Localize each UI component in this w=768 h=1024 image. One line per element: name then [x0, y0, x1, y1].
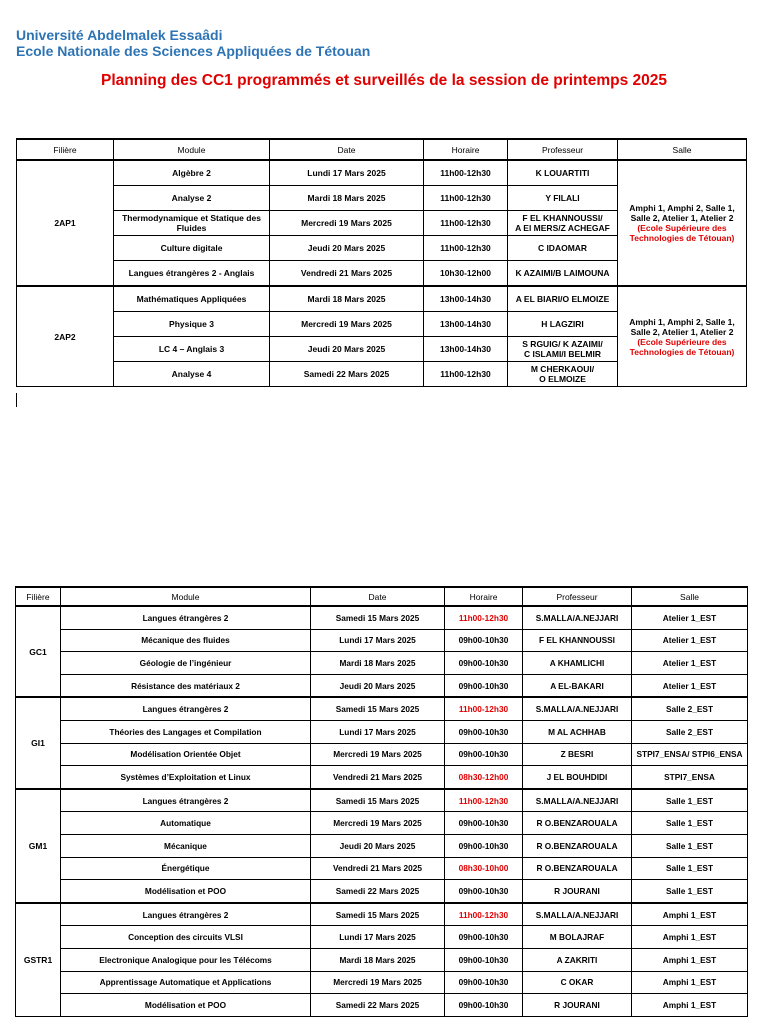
- horaire-cell: 09h00-10h30: [445, 926, 523, 949]
- date-cell: Mercredi 19 Mars 2025: [311, 812, 445, 835]
- professeur-cell: C OKAR: [523, 971, 632, 994]
- professeur-cell: R O.BENZAROUALA: [523, 857, 632, 880]
- professeur-line: C IDAOMAR: [537, 243, 588, 253]
- table-row: [16, 994, 748, 1017]
- horaire-cell: 09h00-10h30: [445, 743, 523, 766]
- table-row: [16, 743, 748, 766]
- module-cell: Théories des Langages et Compilation: [61, 720, 311, 743]
- horaire-cell: 13h00-14h30: [424, 337, 508, 362]
- professeur-cell: [508, 211, 618, 236]
- horaire-cell: 11h00-12h30: [424, 160, 508, 186]
- module-cell: Langues étrangères 2 - Anglais: [114, 261, 270, 287]
- horaire-cell: 09h00-10h30: [445, 834, 523, 857]
- professeur-cell: S.MALLA/A.NEJJARI: [523, 789, 632, 812]
- table-row: [16, 766, 748, 789]
- professeur-line: A EL BIARI/O ELMOIZE: [515, 294, 610, 304]
- professeur-cell: F EL KHANNOUSSI: [523, 629, 632, 652]
- module-cell: Langues étrangères 2: [61, 697, 311, 720]
- professeur-line: F EL KHANNOUSSI/: [522, 213, 603, 223]
- date-cell: Samedi 15 Mars 2025: [311, 606, 445, 629]
- column-header: Filière: [16, 587, 61, 606]
- salle-note-line: (Ecole Supérieure des: [637, 336, 727, 347]
- module-cell: Electronique Analogique pour les Télécoms: [61, 948, 311, 971]
- salle-cell: Salle 1_EST: [632, 834, 748, 857]
- table-row: [16, 606, 748, 629]
- table-row: [16, 812, 748, 835]
- salle-line: Salle 2, Atelier 1, Atelier 2: [630, 326, 734, 337]
- filiere-cell: 2AP2: [17, 286, 114, 387]
- table-row: [16, 652, 748, 675]
- horaire-cell: 11h00-12h30: [424, 362, 508, 387]
- horaire-cell: 09h00-10h30: [445, 720, 523, 743]
- date-cell: Mercredi 19 Mars 2025: [311, 971, 445, 994]
- date-cell: Jeudi 20 Mars 2025: [311, 834, 445, 857]
- date-cell: Lundi 17 Mars 2025: [311, 629, 445, 652]
- date-cell: Samedi 15 Mars 2025: [311, 697, 445, 720]
- date-cell: Samedi 15 Mars 2025: [311, 789, 445, 812]
- professeur-cell: R JOURANI: [523, 880, 632, 903]
- table-row: [17, 160, 747, 186]
- professeur-cell: [508, 312, 618, 337]
- date-cell: Mercredi 19 Mars 2025: [270, 312, 424, 337]
- professeur-cell: [508, 186, 618, 211]
- table-row: [16, 720, 748, 743]
- column-header: Module: [61, 587, 311, 606]
- module-cell: Physique 3: [114, 312, 270, 337]
- professeur-cell: A EL-BAKARI: [523, 674, 632, 697]
- module-cell: Culture digitale: [114, 236, 270, 261]
- salle-note-line: (Ecole Supérieure des: [637, 223, 727, 233]
- professeur-line: S RGUIG/ K AZAIMI/: [522, 339, 603, 349]
- module-cell: Langues étrangères 2: [61, 606, 311, 629]
- professeur-cell: A KHAMLICHI: [523, 652, 632, 675]
- table-row: [17, 286, 747, 312]
- date-cell: Lundi 17 Mars 2025: [311, 926, 445, 949]
- professeur-cell: Z BESRI: [523, 743, 632, 766]
- professeur-cell: S.MALLA/A.NEJJARI: [523, 606, 632, 629]
- institution-header: [16, 27, 370, 59]
- date-cell: Mercredi 19 Mars 2025: [270, 211, 424, 236]
- table-row: [16, 971, 748, 994]
- professeur-cell: S.MALLA/A.NEJJARI: [523, 697, 632, 720]
- filiere-cell: GM1: [16, 789, 61, 903]
- date-cell: Mardi 18 Mars 2025: [311, 652, 445, 675]
- professeur-cell: R O.BENZAROUALA: [523, 834, 632, 857]
- horaire-cell: 09h00-10h30: [445, 812, 523, 835]
- column-header: Salle: [632, 587, 748, 606]
- module-cell: Modélisation Orientée Objet: [61, 743, 311, 766]
- module-cell: Algèbre 2: [114, 160, 270, 186]
- table-row: [16, 903, 748, 926]
- professeur-line: M CHERKAOUI/: [530, 364, 595, 374]
- professeur-cell: [508, 236, 618, 261]
- table-row: [16, 948, 748, 971]
- module-cell: Résistance des matériaux 2: [61, 674, 311, 697]
- school-name: Ecole Nationale des Sciences Appliquées de Tétouan: [16, 43, 371, 59]
- professeur-line: Y FILALI: [545, 193, 580, 203]
- salle-cell: [618, 286, 747, 387]
- salle-cell: Amphi 1_EST: [632, 948, 748, 971]
- date-cell: Lundi 17 Mars 2025: [311, 720, 445, 743]
- table-row: [16, 674, 748, 697]
- module-cell: Géologie de l’ingénieur: [61, 652, 311, 675]
- horaire-cell: 11h00-12h30: [445, 697, 523, 720]
- horaire-cell: 10h30-12h00: [424, 261, 508, 287]
- date-cell: Samedi 22 Mars 2025: [270, 362, 424, 387]
- module-cell: Langues étrangères 2: [61, 789, 311, 812]
- date-cell: Samedi 22 Mars 2025: [311, 994, 445, 1017]
- date-cell: Jeudi 20 Mars 2025: [270, 236, 424, 261]
- module-cell: Automatique: [61, 812, 311, 835]
- module-cell: Analyse 2: [114, 186, 270, 211]
- module-cell: Mathématiques Appliquées: [114, 286, 270, 312]
- professeur-cell: M AL ACHHAB: [523, 720, 632, 743]
- horaire-cell: 08h30-10h00: [445, 857, 523, 880]
- date-cell: Jeudi 20 Mars 2025: [311, 674, 445, 697]
- date-cell: Vendredi 21 Mars 2025: [311, 766, 445, 789]
- module-cell: Mécanique des fluides: [61, 629, 311, 652]
- date-cell: Mardi 18 Mars 2025: [311, 948, 445, 971]
- salle-line: Amphi 1, Amphi 2, Salle 1,: [629, 316, 735, 327]
- column-header: Filière: [17, 139, 114, 160]
- stray-border-line: [16, 393, 17, 407]
- date-cell: Lundi 17 Mars 2025: [270, 160, 424, 186]
- horaire-cell: 09h00-10h30: [445, 948, 523, 971]
- professeur-cell: A ZAKRITI: [523, 948, 632, 971]
- salle-cell: [618, 160, 747, 286]
- horaire-cell: 11h00-12h30: [445, 903, 523, 926]
- table-row: [16, 629, 748, 652]
- professeur-line: K LOUARTITI: [535, 168, 590, 178]
- horaire-cell: 11h00-12h30: [424, 236, 508, 261]
- professeur-cell: S.MALLA/A.NEJJARI: [523, 903, 632, 926]
- module-cell: Modélisation et POO: [61, 994, 311, 1017]
- professeur-cell: [508, 286, 618, 312]
- planning-table-engineering: [15, 586, 748, 1017]
- module-cell: Énergétique: [61, 857, 311, 880]
- salle-cell: Salle 1_EST: [632, 857, 748, 880]
- date-cell: Samedi 22 Mars 2025: [311, 880, 445, 903]
- professeur-cell: R JOURANI: [523, 994, 632, 1017]
- filiere-cell: GSTR1: [16, 903, 61, 1016]
- date-cell: Jeudi 20 Mars 2025: [270, 337, 424, 362]
- planning-table-prepa: [16, 138, 747, 387]
- module-cell: Conception des circuits VLSI: [61, 926, 311, 949]
- column-header: Module: [114, 139, 270, 160]
- horaire-cell: 11h00-12h30: [445, 606, 523, 629]
- horaire-cell: 09h00-10h30: [445, 880, 523, 903]
- salle-cell: STPI7_ENSA/ STPI6_ENSA: [632, 743, 748, 766]
- university-name: Université Abdelmalek Essaâdi: [16, 27, 223, 43]
- horaire-cell: 09h00-10h30: [445, 971, 523, 994]
- salle-cell: Atelier 1_EST: [632, 652, 748, 675]
- salle-cell: Salle 1_EST: [632, 880, 748, 903]
- professeur-cell: [508, 337, 618, 362]
- salle-cell: Amphi 1_EST: [632, 994, 748, 1017]
- professeur-line: H LAGZIRI: [541, 319, 584, 329]
- column-header: Date: [311, 587, 445, 606]
- horaire-cell: 13h00-14h30: [424, 286, 508, 312]
- module-cell: Modélisation et POO: [61, 880, 311, 903]
- table-row: [16, 697, 748, 720]
- column-header: Salle: [618, 139, 747, 160]
- horaire-cell: 13h00-14h30: [424, 312, 508, 337]
- professeur-cell: R O.BENZAROUALA: [523, 812, 632, 835]
- professeur-line: C ISLAMI/I BELMIR: [524, 349, 601, 359]
- horaire-cell: 11h00-12h30: [445, 789, 523, 812]
- column-header: Professeur: [508, 139, 618, 160]
- module-cell: Systèmes d’Exploitation et Linux: [61, 766, 311, 789]
- salle-cell: Atelier 1_EST: [632, 606, 748, 629]
- filiere-cell: GI1: [16, 697, 61, 788]
- module-cell: LC 4 – Anglais 3: [114, 337, 270, 362]
- horaire-cell: 08h30-12h00: [445, 766, 523, 789]
- professeur-line: O ELMOIZE: [539, 374, 586, 384]
- salle-cell: Salle 2_EST: [632, 697, 748, 720]
- date-cell: Mardi 18 Mars 2025: [270, 186, 424, 211]
- salle-note-line: Technologies de Tétouan): [629, 233, 735, 243]
- salle-cell: STPI7_ENSA: [632, 766, 748, 789]
- salle-note-line: Technologies de Tétouan): [629, 346, 735, 357]
- salle-cell: Amphi 1_EST: [632, 971, 748, 994]
- module-cell: Mécanique: [61, 834, 311, 857]
- salle-cell: Atelier 1_EST: [632, 674, 748, 697]
- horaire-cell: 09h00-10h30: [445, 994, 523, 1017]
- professeur-cell: [508, 160, 618, 186]
- table-row: [16, 789, 748, 812]
- professeur-cell: M BOLAJRAF: [523, 926, 632, 949]
- horaire-cell: 11h00-12h30: [424, 186, 508, 211]
- column-header: Professeur: [523, 587, 632, 606]
- salle-line: Salle 2, Atelier 1, Atelier 2: [630, 213, 734, 223]
- filiere-cell: GC1: [16, 606, 61, 697]
- date-cell: Mardi 18 Mars 2025: [270, 286, 424, 312]
- filiere-cell: 2AP1: [17, 160, 114, 286]
- horaire-cell: 11h00-12h30: [424, 211, 508, 236]
- date-cell: Vendredi 21 Mars 2025: [311, 857, 445, 880]
- table-row: [16, 857, 748, 880]
- horaire-cell: 09h00-10h30: [445, 674, 523, 697]
- module-cell: Apprentissage Automatique et Applications: [61, 971, 311, 994]
- salle-cell: Salle 2_EST: [632, 720, 748, 743]
- salle-cell: Salle 1_EST: [632, 789, 748, 812]
- module-cell: Thermodynamique et Statique des Fluides: [114, 211, 270, 236]
- professeur-cell: [508, 362, 618, 387]
- salle-cell: Amphi 1_EST: [632, 926, 748, 949]
- date-cell: Mercredi 19 Mars 2025: [311, 743, 445, 766]
- date-cell: Samedi 15 Mars 2025: [311, 903, 445, 926]
- salle-cell: Salle 1_EST: [632, 812, 748, 835]
- module-cell: Langues étrangères 2: [61, 903, 311, 926]
- salle-cell: Atelier 1_EST: [632, 629, 748, 652]
- table-row: [16, 926, 748, 949]
- horaire-cell: 09h00-10h30: [445, 652, 523, 675]
- professeur-line: A El MERS/Z ACHEGAF: [515, 223, 610, 233]
- professeur-line: K AZAIMI/B LAIMOUNA: [515, 268, 610, 278]
- table-row: [16, 880, 748, 903]
- column-header: Horaire: [445, 587, 523, 606]
- date-cell: Vendredi 21 Mars 2025: [270, 261, 424, 287]
- horaire-cell: 09h00-10h30: [445, 629, 523, 652]
- module-cell: Analyse 4: [114, 362, 270, 387]
- professeur-cell: J EL BOUHDIDI: [523, 766, 632, 789]
- salle-cell: Amphi 1_EST: [632, 903, 748, 926]
- salle-line: Amphi 1, Amphi 2, Salle 1,: [629, 203, 735, 213]
- professeur-cell: [508, 261, 618, 287]
- column-header: Date: [270, 139, 424, 160]
- table-row: [16, 834, 748, 857]
- column-header: Horaire: [424, 139, 508, 160]
- page-title: Planning des CC1 programmés et surveillés de la session de printemps 2025: [101, 72, 667, 89]
